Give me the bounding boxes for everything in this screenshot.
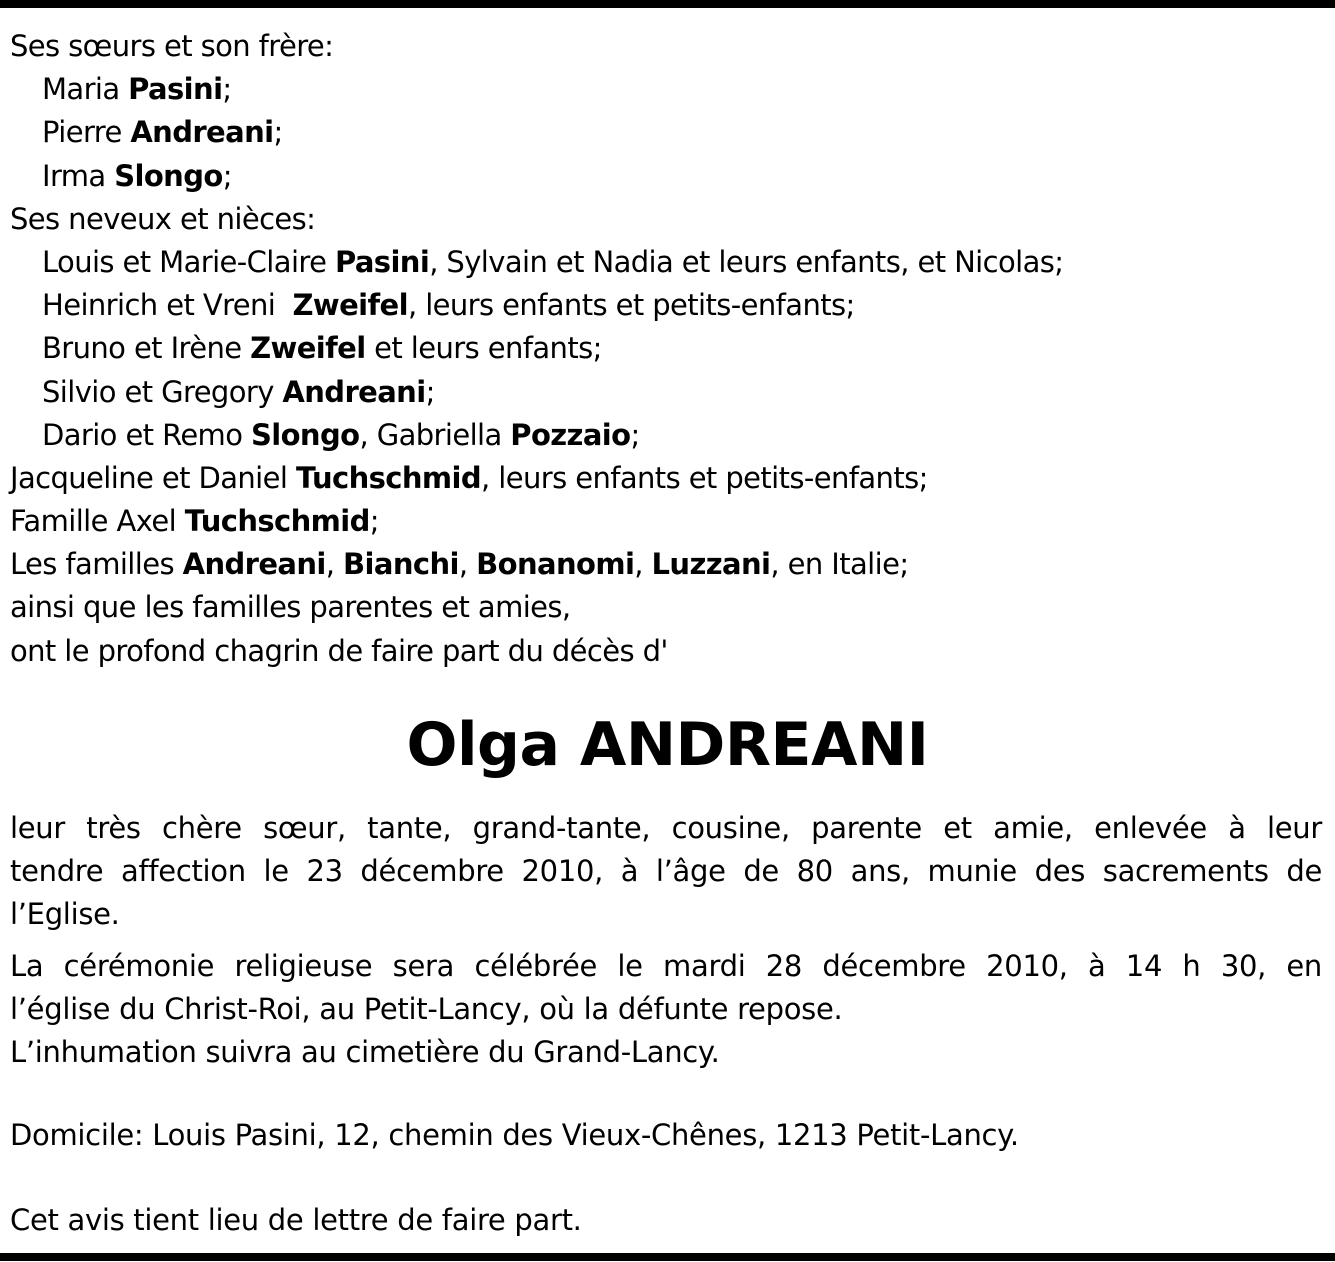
family-text: Dario et Remo <box>42 417 251 452</box>
family-text: et leurs enfants; <box>365 331 602 366</box>
family-surname: Pasini <box>128 72 223 107</box>
domicile-line: Domicile: Louis Pasini, 12, chemin des Vieux-Chênes, 1213 Petit-Lancy. <box>10 1118 1019 1152</box>
tribute-paragraph <box>10 807 1322 936</box>
family-line <box>10 586 1322 629</box>
family-text: Famille Axel <box>10 504 185 539</box>
family-text: ; <box>425 374 435 409</box>
family-text: Irma <box>42 158 115 193</box>
family-surname: Slongo <box>250 417 360 452</box>
family-surname: Zweifel <box>292 288 408 323</box>
domicile-paragraph <box>10 1114 1322 1157</box>
family-list <box>10 25 1322 673</box>
family-line <box>10 500 1322 543</box>
tribute-line-2: tendre affection le 23 décembre 2010, à l’âge de 80 ans, munie des sacrements de <box>10 854 1322 888</box>
deceased-name: Olga ANDREANI <box>406 710 929 780</box>
tribute-line-3: l’Eglise. <box>10 897 120 931</box>
family-line <box>10 371 1322 414</box>
family-text: Jacqueline et Daniel <box>10 460 296 495</box>
ceremony-paragraph <box>10 945 1322 1074</box>
family-line <box>10 414 1322 457</box>
family-text: , Gabriella <box>359 417 511 452</box>
ceremony-line-3: L’inhumation suivra au cimetière du Grand-Lancy. <box>10 1035 720 1069</box>
family-text: Les familles <box>10 547 183 582</box>
notice-paragraph <box>10 1199 1322 1242</box>
tribute-line-1: leur très chère sœur, tante, grand-tante, cousine, parente et amie, enlevée à leur <box>10 811 1322 845</box>
family-line <box>10 25 1322 68</box>
family-text: ainsi que les familles parentes et amies, <box>10 590 571 625</box>
family-line <box>10 630 1322 673</box>
family-text: Pierre <box>42 115 131 150</box>
family-line <box>10 457 1322 500</box>
family-line <box>10 241 1322 284</box>
family-text: , leurs enfants et petits-enfants; <box>407 288 855 323</box>
family-text: , <box>634 547 652 582</box>
family-text: , leurs enfants et petits-enfants; <box>481 460 928 495</box>
family-surname: Andreani <box>182 547 326 582</box>
family-text: Ses neveux et nièces: <box>10 201 316 236</box>
family-text: Louis et Marie-Claire <box>42 244 335 279</box>
family-text: , en Italie; <box>770 547 909 582</box>
family-text: ; <box>222 72 232 107</box>
family-line <box>10 543 1322 586</box>
family-line <box>10 111 1322 154</box>
top-rule <box>0 0 1335 8</box>
family-text: Bruno et Irène <box>42 331 251 366</box>
family-surname: Slongo <box>114 158 223 193</box>
family-surname: Andreani <box>130 115 274 150</box>
family-surname: Pozzaio <box>510 417 631 452</box>
family-text: ; <box>273 115 283 150</box>
family-surname: Andreani <box>282 374 426 409</box>
family-line <box>10 198 1322 241</box>
family-surname: Tuchschmid <box>295 460 482 495</box>
family-line <box>10 68 1322 111</box>
family-text: ; <box>222 158 232 193</box>
ceremony-line-1: La cérémonie religieuse sera célébrée le mardi 28 décembre 2010, à 14 h 30, en <box>10 949 1322 983</box>
family-surname: Pasini <box>334 244 430 279</box>
family-surname: Zweifel <box>250 331 366 366</box>
family-text: Heinrich et Vreni <box>42 288 293 323</box>
family-surname: Bianchi <box>343 547 459 582</box>
family-text: ; <box>630 417 640 452</box>
bottom-rule <box>0 1253 1335 1261</box>
family-text: ; <box>369 504 379 539</box>
family-text: , <box>458 547 477 582</box>
family-text: , Sylvain et Nadia et leurs enfants, et Nicolas; <box>429 244 1064 279</box>
family-text: Maria <box>42 72 129 107</box>
family-surname: Bonanomi <box>476 547 635 582</box>
ceremony-line-2: l’église du Christ-Roi, au Petit-Lancy, où la défunte repose. <box>10 992 843 1026</box>
family-text: , <box>325 547 344 582</box>
family-text: Silvio et Gregory <box>42 374 283 409</box>
family-line <box>10 284 1322 327</box>
family-text: Ses sœurs et son frère: <box>10 29 334 63</box>
family-surname: Tuchschmid <box>184 504 370 539</box>
family-surname: Luzzani <box>651 547 771 582</box>
family-line <box>10 155 1322 198</box>
family-text: ont le profond chagrin de faire part du décès d' <box>10 633 668 668</box>
notice-line: Cet avis tient lieu de lettre de faire part. <box>10 1203 582 1237</box>
family-line <box>10 327 1322 370</box>
